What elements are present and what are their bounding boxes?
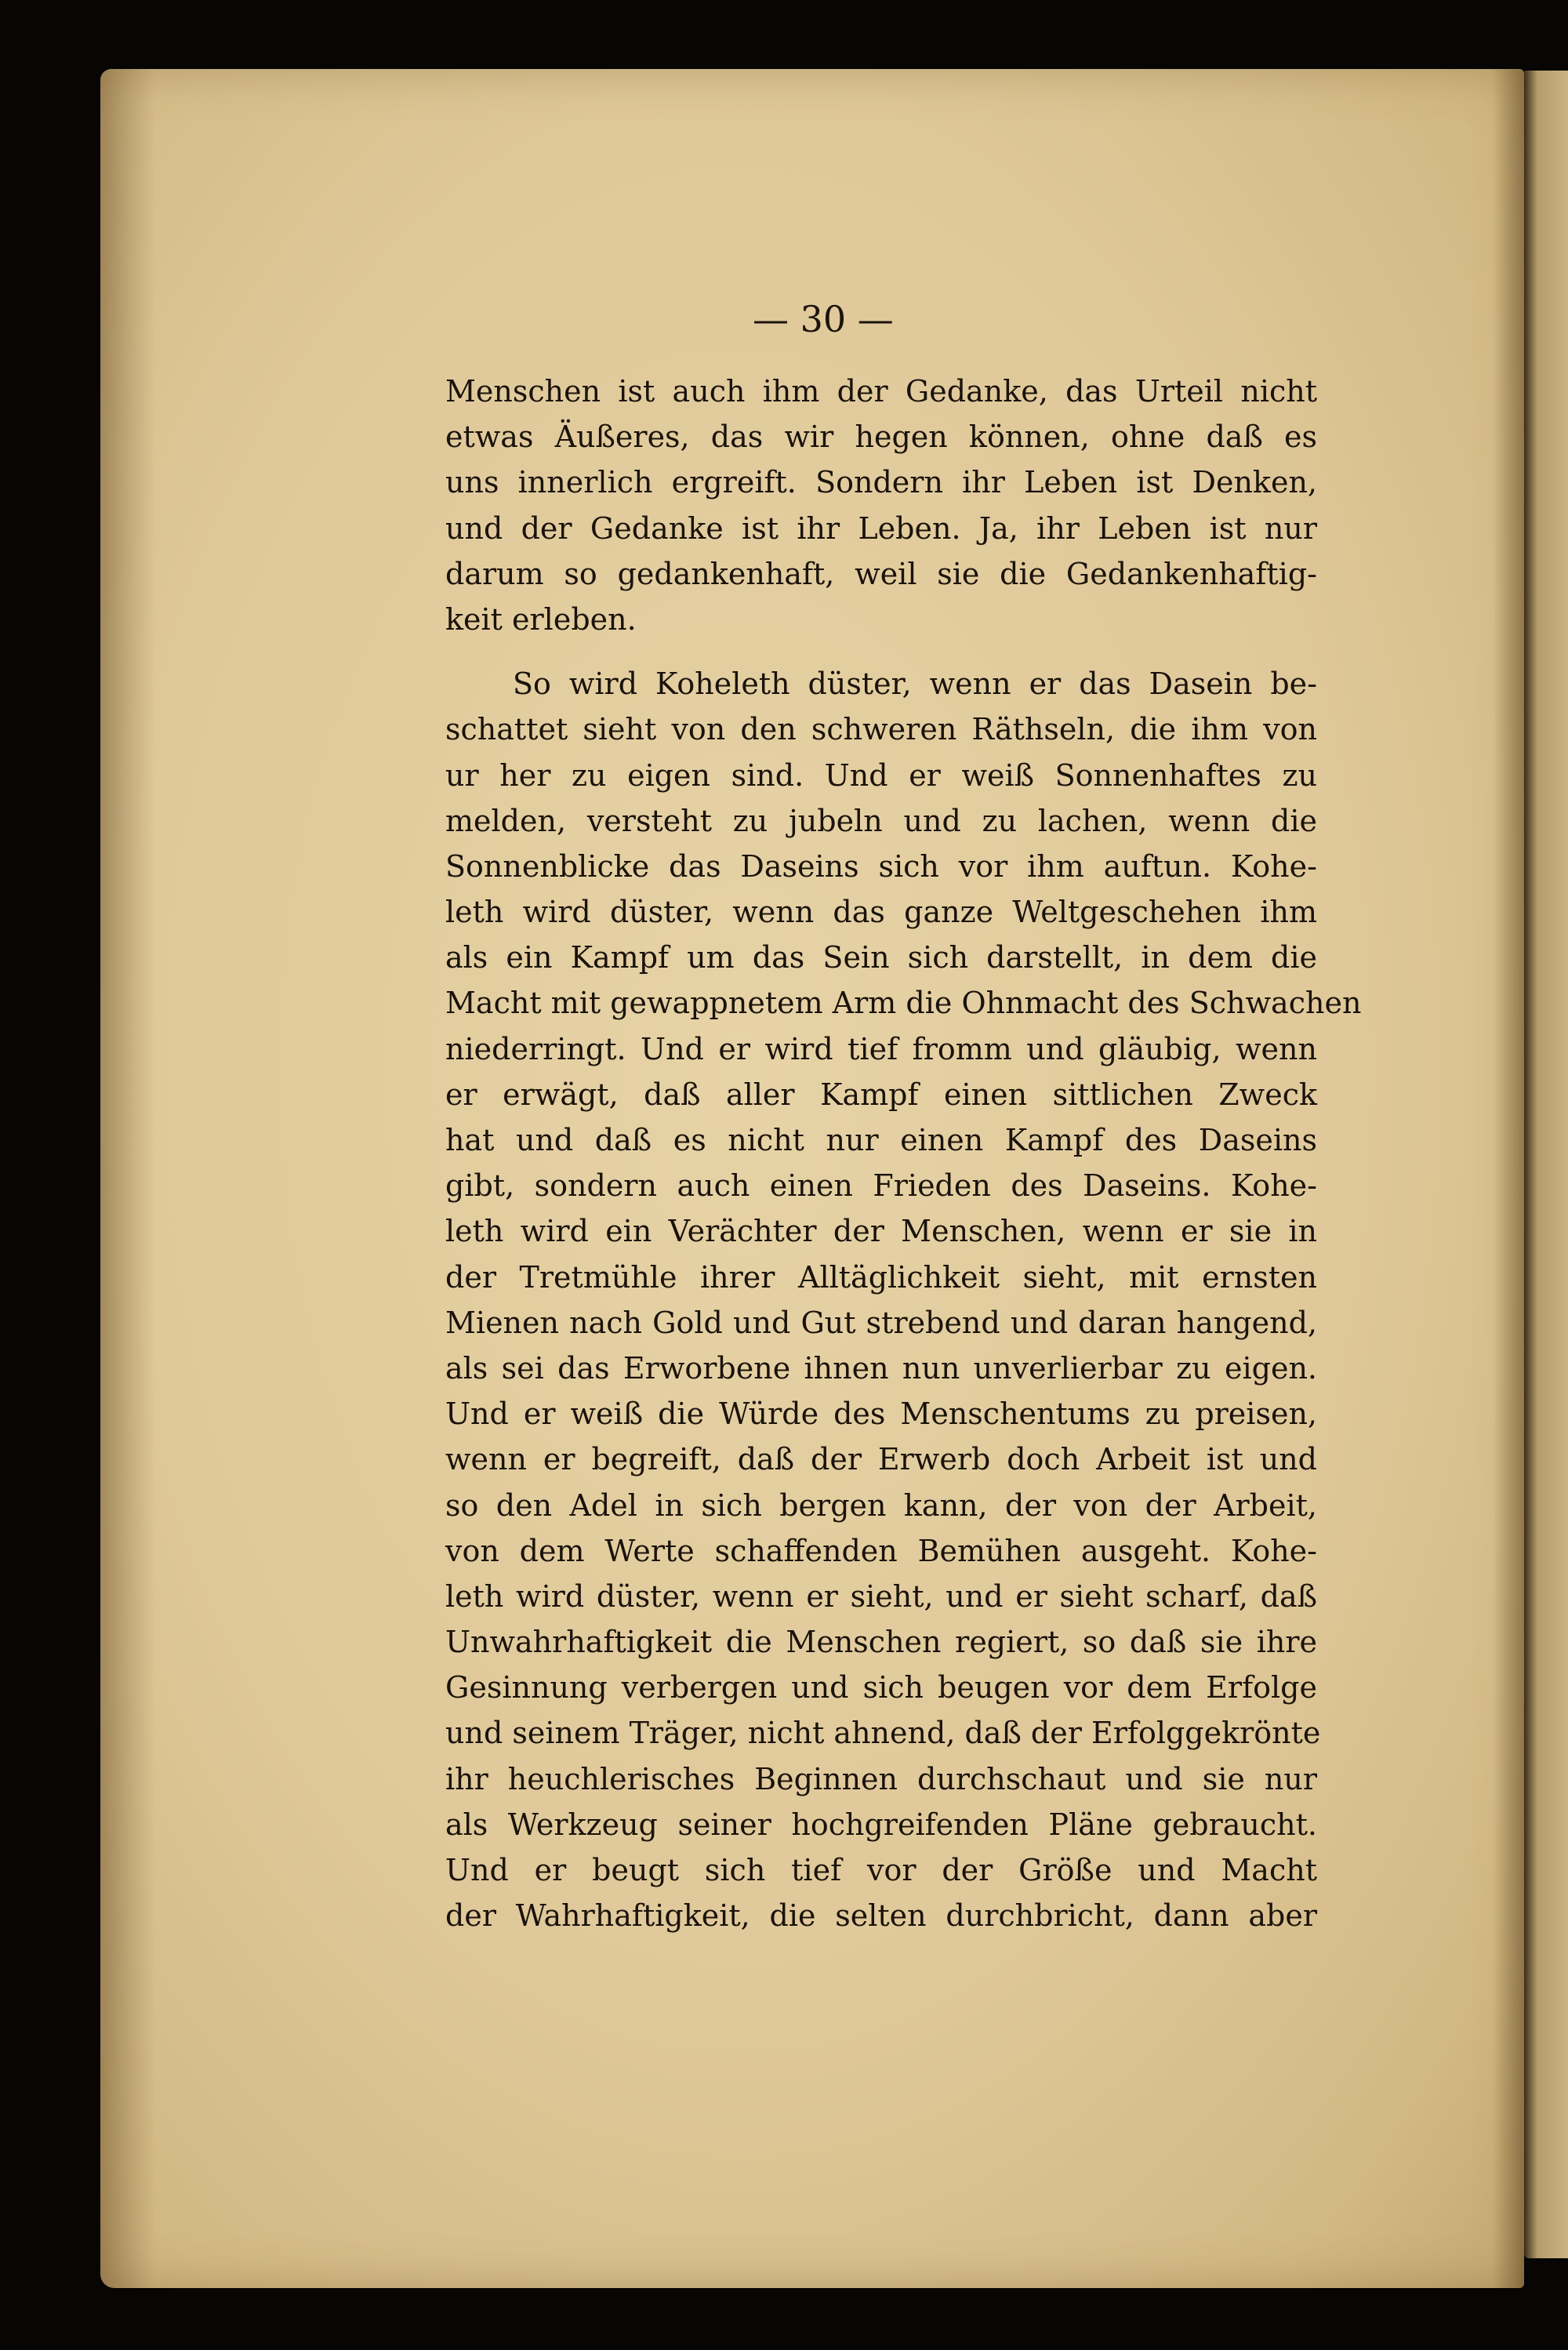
text-line: von dem Werte schaffenden Bemühen ausgeht. Kohe- bbox=[445, 1533, 1317, 1568]
text-line: Macht mit gewappnetem Arm die Ohnmacht des Schwachen bbox=[445, 986, 1362, 1021]
text-line: und seinem Träger, nicht ahnend, daß der Erfolggekrönte bbox=[445, 1716, 1321, 1751]
text-line: er erwägt, daß aller Kampf einen sittlichen Zweck bbox=[445, 1077, 1317, 1112]
text-line: Mienen nach Gold und Gut strebend und daran hangend, bbox=[445, 1305, 1317, 1340]
text-line: niederringt. Und er wird tief fromm und gläubig, wenn bbox=[445, 1031, 1317, 1066]
text-line: hat und daß es nicht nur einen Kampf des Daseins bbox=[445, 1123, 1317, 1157]
text-line: als Werkzeug seiner hochgreifenden Pläne gebraucht. bbox=[445, 1807, 1317, 1842]
text-line: So wird Koheleth düster, wenn er das Dasein be- bbox=[513, 666, 1317, 702]
paragraph-2 bbox=[445, 661, 1362, 1938]
text-line: etwas Äußeres, das wir hegen können, ohne daß es bbox=[445, 420, 1317, 455]
text-line: wenn er begreift, daß der Erwerb doch Arbeit ist und bbox=[445, 1442, 1317, 1477]
text-line: ihr heuchlerisches Beginnen durchschaut und sie nur bbox=[445, 1761, 1317, 1796]
text-line: Und er beugt sich tief vor der Größe und Macht bbox=[445, 1853, 1317, 1887]
text-line: Menschen ist auch ihm der Gedanke, das Urteil nicht bbox=[445, 374, 1317, 409]
text-line: so den Adel in sich bergen kann, der von der Arbeit, bbox=[445, 1487, 1317, 1523]
text-line: Sonnenblicke das Daseins sich vor ihm auftun. Kohe- bbox=[445, 848, 1317, 884]
text-line: Unwahrhaftigkeit die Menschen regiert, so daß sie ihre bbox=[445, 1625, 1317, 1660]
text-line: Gesinnung verbergen und sich beugen vor dem Erfolge bbox=[445, 1670, 1317, 1705]
text-line: der Tretmühle ihrer Alltäglichkeit sieht, mit ernsten bbox=[445, 1259, 1317, 1295]
text-line: und der Gedanke ist ihr Leben. Ja, ihr Leben ist nur bbox=[445, 510, 1317, 546]
text-line: als sei das Erworbene ihnen nun unverlierbar zu eigen. bbox=[445, 1350, 1317, 1386]
text-line: schattet sieht von den schweren Räthseln, die ihm von bbox=[445, 712, 1317, 747]
text-line: melden, versteht zu jubeln und zu lachen, wenn die bbox=[445, 803, 1317, 838]
text-line: als ein Kampf um das Sein sich darstellt, in dem die bbox=[445, 940, 1317, 975]
text-line: leth wird düster, wenn das ganze Weltgeschehen ihm bbox=[445, 895, 1317, 930]
text-line: uns innerlich ergreift. Sondern ihr Leben ist Denken, bbox=[445, 465, 1317, 500]
adjacent-page-edge bbox=[1524, 71, 1568, 2258]
text-line: der Wahrhaftigkeit, die selten durchbricht, dann aber bbox=[445, 1898, 1317, 1934]
body-text bbox=[445, 369, 1362, 1938]
paragraph-gap bbox=[445, 642, 1317, 661]
text-line: Und er weiß die Würde des Menschentums zu preisen, bbox=[445, 1397, 1317, 1432]
text-line: keit erleben. bbox=[445, 601, 637, 637]
text-line: leth wird ein Verächter der Menschen, wenn er sie in bbox=[445, 1214, 1317, 1249]
text-line: ur her zu eigen sind. Und er weiß Sonnenhaftes zu bbox=[445, 757, 1317, 793]
paragraph-1 bbox=[445, 369, 1317, 642]
text-line: leth wird düster, wenn er sieht, und er sieht scharf, daß bbox=[445, 1578, 1317, 1614]
page-number: — 30 — bbox=[753, 298, 894, 340]
text-line: darum so gedankenhaft, weil sie die Gedankenhaftig- bbox=[445, 556, 1317, 591]
text-line: gibt, sondern auch einen Frieden des Daseins. Kohe- bbox=[445, 1168, 1317, 1204]
